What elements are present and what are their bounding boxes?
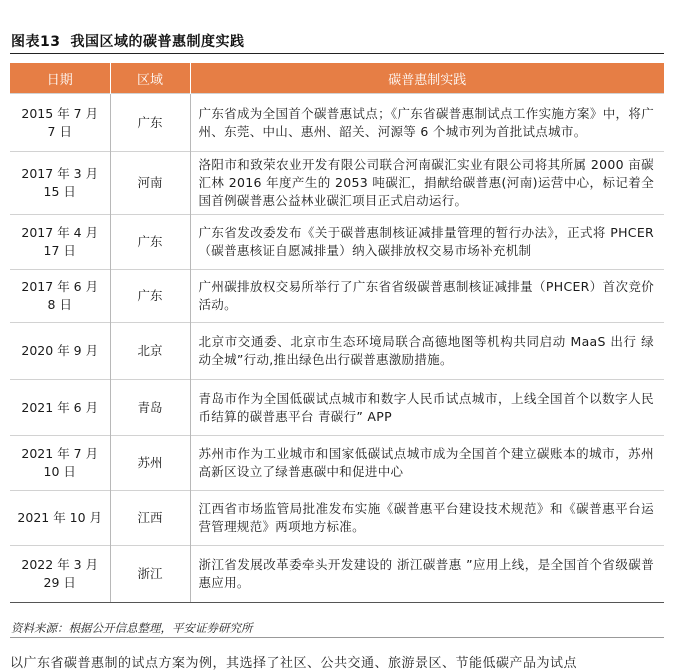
header-date: 日期 (10, 63, 110, 94)
row-date: 2021 年 7 月 10 日 (10, 436, 110, 491)
row-desc: 广东省成为全国首个碳普惠试点；《广东省碳普惠制试点工作实施方案》中，将广州、东莞、中山、惠州、韶关、河源等 6 个城市列为首批试点城市。 (190, 94, 664, 152)
row-desc: 青岛市作为全国低碳试点城市和数字人民币试点城市，上线全国首个以数字人民币结算的碳普惠平台 青碳行” APP (190, 380, 664, 436)
row-region: 北京 (110, 323, 190, 380)
row-desc: 洛阳市和致荣农业开发有限公司联合河南碳汇实业有限公司将其所属 2000 亩碳汇林 2016 年度产生的 2053 吨碳汇，捐献给碳普惠(河南)运营中心，标记着全国首例碳普惠公益林业碳汇项目正式启动运行。 (190, 152, 664, 215)
policy-table (10, 63, 664, 603)
source-rule (10, 637, 664, 638)
body-text-fragment: 以广东省碳普惠制的试点方案为例，其选择了社区、公共交通、旅游景区、节能低碳产品为试点 (10, 656, 578, 671)
table-row (10, 152, 664, 215)
row-region: 广东 (110, 94, 190, 152)
row-date: 2021 年 6 月 (10, 380, 110, 436)
row-desc: 广州碳排放权交易所举行了广东省省级碳普惠制核证减排量（PHCER）首次竞价活动。 (190, 270, 664, 323)
row-region: 广东 (110, 270, 190, 323)
header-practice: 碳普惠制实践 (190, 63, 664, 94)
table-row (10, 323, 664, 380)
table-row (10, 546, 664, 603)
table-row (10, 270, 664, 323)
figure-title-text: 我国区域的碳普惠制度实践 (70, 34, 245, 50)
header-region: 区域 (110, 63, 190, 94)
row-desc: 苏州市作为工业城市和国家低碳试点城市成为全国首个建立碳账本的城市，苏州高新区设立了绿普惠碳中和促进中心 (190, 436, 664, 491)
table-row (10, 436, 664, 491)
figure-label: 图表13 (11, 34, 61, 50)
title-rule (10, 53, 664, 54)
row-region: 苏州 (110, 436, 190, 491)
row-region: 江西 (110, 491, 190, 546)
row-region: 广东 (110, 215, 190, 270)
table-row (10, 491, 664, 546)
row-desc: 浙江省发展改革委牵头开发建设的 浙江碳普惠 ”应用上线，是全国首个省级碳普惠应用。 (190, 546, 664, 603)
row-date: 2020 年 9 月 (10, 323, 110, 380)
figure-title (11, 31, 244, 51)
row-region: 浙江 (110, 546, 190, 603)
row-region: 河南 (110, 152, 190, 215)
table-header-row (10, 63, 664, 94)
row-date: 2017 年 6 月 8 日 (10, 270, 110, 323)
row-date: 2021 年 10 月 (10, 491, 110, 546)
table-row (10, 94, 664, 152)
row-region: 青岛 (110, 380, 190, 436)
source-note: 资料来源：根据公开信息整理，平安证券研究所 (11, 621, 253, 635)
row-desc: 北京市交通委、北京市生态环境局联合高德地图等机构共同启动 MaaS 出行 绿动全城”行动,推出绿色出行碳普惠激励措施。 (190, 323, 664, 380)
row-date: 2017 年 3 月 15 日 (10, 152, 110, 215)
row-desc: 江西省市场监管局批准发布实施《碳普惠平台建设技术规范》和《碳普惠平台运营管理规范》两项地方标准。 (190, 491, 664, 546)
table-row (10, 380, 664, 436)
row-date: 2015 年 7 月 7 日 (10, 94, 110, 152)
row-date: 2017 年 4 月 17 日 (10, 215, 110, 270)
row-desc: 广东省发改委发布《关于碳普惠制核证减排量管理的暂行办法》，正式将 PHCER（碳普惠核证自愿减排量）纳入碳排放权交易市场补充机制 (190, 215, 664, 270)
row-date: 2022 年 3 月 29 日 (10, 546, 110, 603)
table-row (10, 215, 664, 270)
